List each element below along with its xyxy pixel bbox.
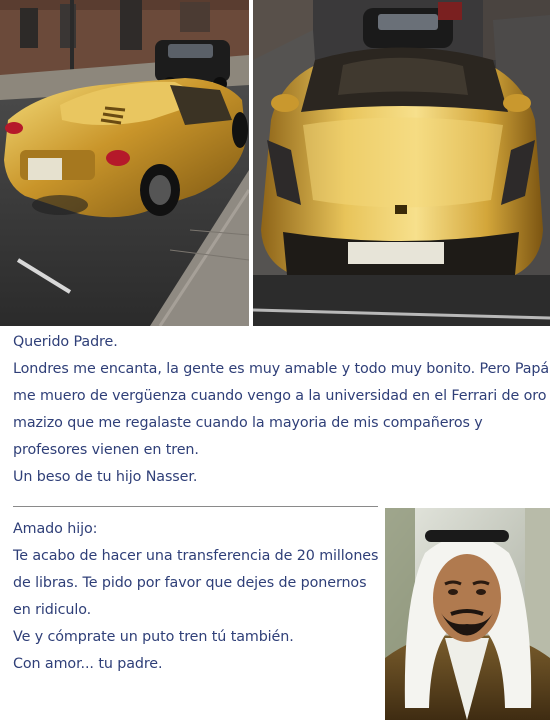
- gold-ferrari-rear-photo: [0, 0, 249, 326]
- son-letter-signoff: Un beso de tu hijo Nasser.: [13, 469, 198, 485]
- son-letter-line: mazizo que me regalaste cuando la mayoria de mis compañeros y: [13, 415, 483, 431]
- father-letter-line: en ridiculo.: [13, 602, 92, 618]
- father-letter-greeting: Amado hijo:: [13, 521, 98, 537]
- son-letter-line: me muero de vergüenza cuando vengo a la universidad en el Ferrari de oro: [13, 388, 547, 404]
- son-letter-greeting: Querido Padre.: [13, 334, 118, 350]
- letter-divider: [13, 506, 378, 507]
- son-letter-line: profesores vienen en tren.: [13, 442, 199, 458]
- father-letter-line: Ve y cómprate un puto tren tú también.: [13, 629, 294, 645]
- son-letter-line: Londres me encanta, la gente es muy amable y todo muy bonito. Pero Papá: [13, 361, 549, 377]
- son-letter: [13, 329, 548, 491]
- father-letter-line: de libras. Te pido por favor que dejes de ponernos: [13, 575, 367, 591]
- father-letter-line: Te acabo de hacer una transferencia de 20 millones: [13, 548, 379, 564]
- father-letter: [13, 516, 383, 678]
- father-letter-signoff: Con amor... tu padre.: [13, 656, 163, 672]
- gold-ferrari-front-photo: [253, 0, 550, 326]
- father-portrait-photo: [385, 508, 550, 720]
